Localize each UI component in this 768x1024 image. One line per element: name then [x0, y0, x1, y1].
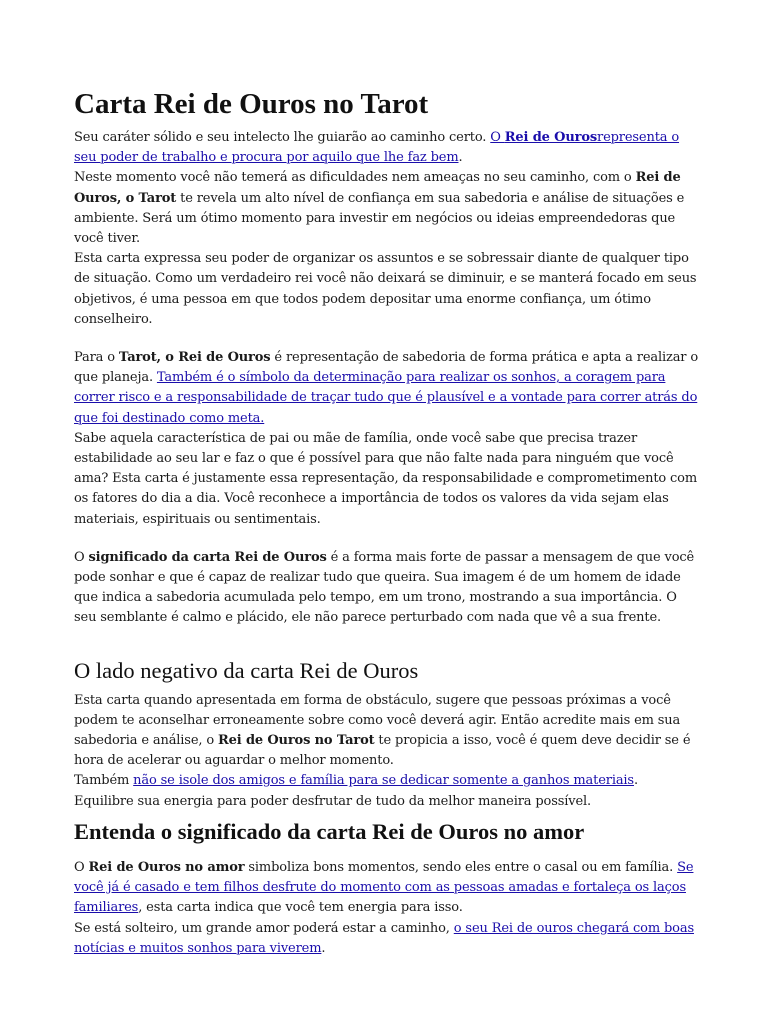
love-section [74, 858, 698, 959]
meaning-section [74, 548, 698, 629]
text-run: Tarot, o Rei de Ouros [118, 350, 271, 366]
text-run: significado da carta Rei de Ouros [88, 549, 327, 565]
page-title: Carta Rei de Ouros no Tarot [74, 88, 429, 120]
article [74, 78, 698, 959]
text-run: O [74, 859, 89, 875]
text-run: , esta carta indica que você tem energia para isso. [138, 900, 463, 916]
tarot-section [74, 348, 698, 530]
inline-link[interactable]: Se você já é casado e tem filhos desfrute do momento com as pessoas amadas e fortaleça os laços familiares [74, 859, 694, 916]
negative-heading: O lado negativo da carta Rei de Ouros [74, 657, 419, 683]
text-run: é a forma mais forte de passar a mensagem de que você pode sonhar e que é capaz de realizar tudo que queira. Sua imagem é de um homem de idade que indica a sabedoria acumulada pelo tempo, em um trono, mostrando a sua importância. O seu semblante é calmo e plácido, ele não parece perturbado com nada que vê a sua frente. [74, 549, 695, 626]
inline-link[interactable]: Rei de Ouros [504, 130, 598, 145]
text-run: é representação de sabedoria de forma prática e apta a realizar o que planeja. [74, 350, 699, 386]
paragraph [74, 691, 698, 772]
inline-link[interactable]: O [490, 130, 505, 145]
text-run: . Equilibre sua energia para poder desfrutar de tudo da melhor maneira possível. [74, 773, 638, 809]
paragraph [74, 128, 698, 168]
paragraph [74, 548, 698, 629]
paragraph [74, 429, 698, 530]
paragraph [74, 249, 698, 330]
negative-section [74, 691, 698, 812]
inline-link[interactable]: não se isole dos amigos e família para se dedicar somente a ganhos materiais [133, 773, 634, 789]
text-run: O [74, 549, 89, 565]
text-run: Neste momento você não temerá as dificuldades nem ameaças no seu caminho, com o [74, 170, 636, 186]
text-run: Seu caráter sólido e seu intelecto lhe guiarão ao caminho certo. [74, 130, 491, 145]
love-heading: Entenda o significado da carta Rei de Ouros no amor [74, 818, 585, 844]
paragraph [74, 771, 698, 811]
text-run: te revela um alto nível de confiança em sua sabedoria e análise de situações e ambiente. Será um ótimo momento para investir em negócios ou ideias empreendedoras que você tiver. [74, 190, 685, 247]
text-run: Sabe aquela característica de pai ou mãe de família, onde você sabe que precisa trazer estabilidade ao seu lar e faz o que é possível para que não falte nada para ninguém que você ama? Esta carta é justamente essa representação, da responsabilidade e comprometimento com os fatores do dia a dia. Você reconhece a importância de todos os valores da vida sejam elas materiais, espirituais ou sentimentais. [74, 430, 698, 527]
paragraph [74, 348, 698, 429]
text-run: . [321, 940, 326, 956]
intro-section [74, 128, 698, 330]
text-run: . [458, 150, 463, 166]
text-run: Esta carta expressa seu poder de organizar os assuntos e se sobressair diante de qualquer tipo de situação. Como um verdadeiro rei você não deixará se diminuir, e se manterá focado em seus objetivos, é uma pessoa em que todos podem depositar uma enorme confiança, um ótimo conselheiro. [74, 251, 697, 327]
text-run: Também [74, 773, 134, 789]
text-run: simboliza bons momentos, sendo eles entre o casal ou em família. [244, 859, 678, 875]
paragraph [74, 858, 698, 919]
text-run: Para o [74, 350, 119, 366]
text-run: Rei de Ouros, o Tarot [74, 170, 681, 206]
text-run: te propicia a isso, você é quem deve decidir se é hora de acelerar ou aguardar o melhor momento. [74, 733, 691, 769]
paragraph [74, 919, 698, 959]
text-run: Se está solteiro, um grande amor poderá estar a caminho, [74, 920, 454, 936]
text-run: Esta carta quando apresentada em forma de obstáculo, sugere que pessoas próximas a você podem te aconselhar erroneamente sobre como você deverá agir. Então acredite mais em sua sabedoria e análise, o [74, 692, 681, 749]
text-run: Rei de Ouros no amor [88, 859, 245, 875]
paragraph [74, 168, 698, 249]
inline-link[interactable]: o seu Rei de ouros chegará com boas notícias e muitos sonhos para viverem [74, 920, 694, 956]
inline-link[interactable]: representa o seu poder de trabalho e procura por aquilo que lhe faz bem [74, 130, 680, 166]
text-run: Rei de Ouros no Tarot [218, 733, 375, 749]
inline-link[interactable]: Também é o símbolo da determinação para realizar os sonhos, a coragem para correr risco e a responsabilidade de traçar tudo que é plausível e a vontade para correr atrás do que foi destinado como meta. [74, 370, 698, 426]
